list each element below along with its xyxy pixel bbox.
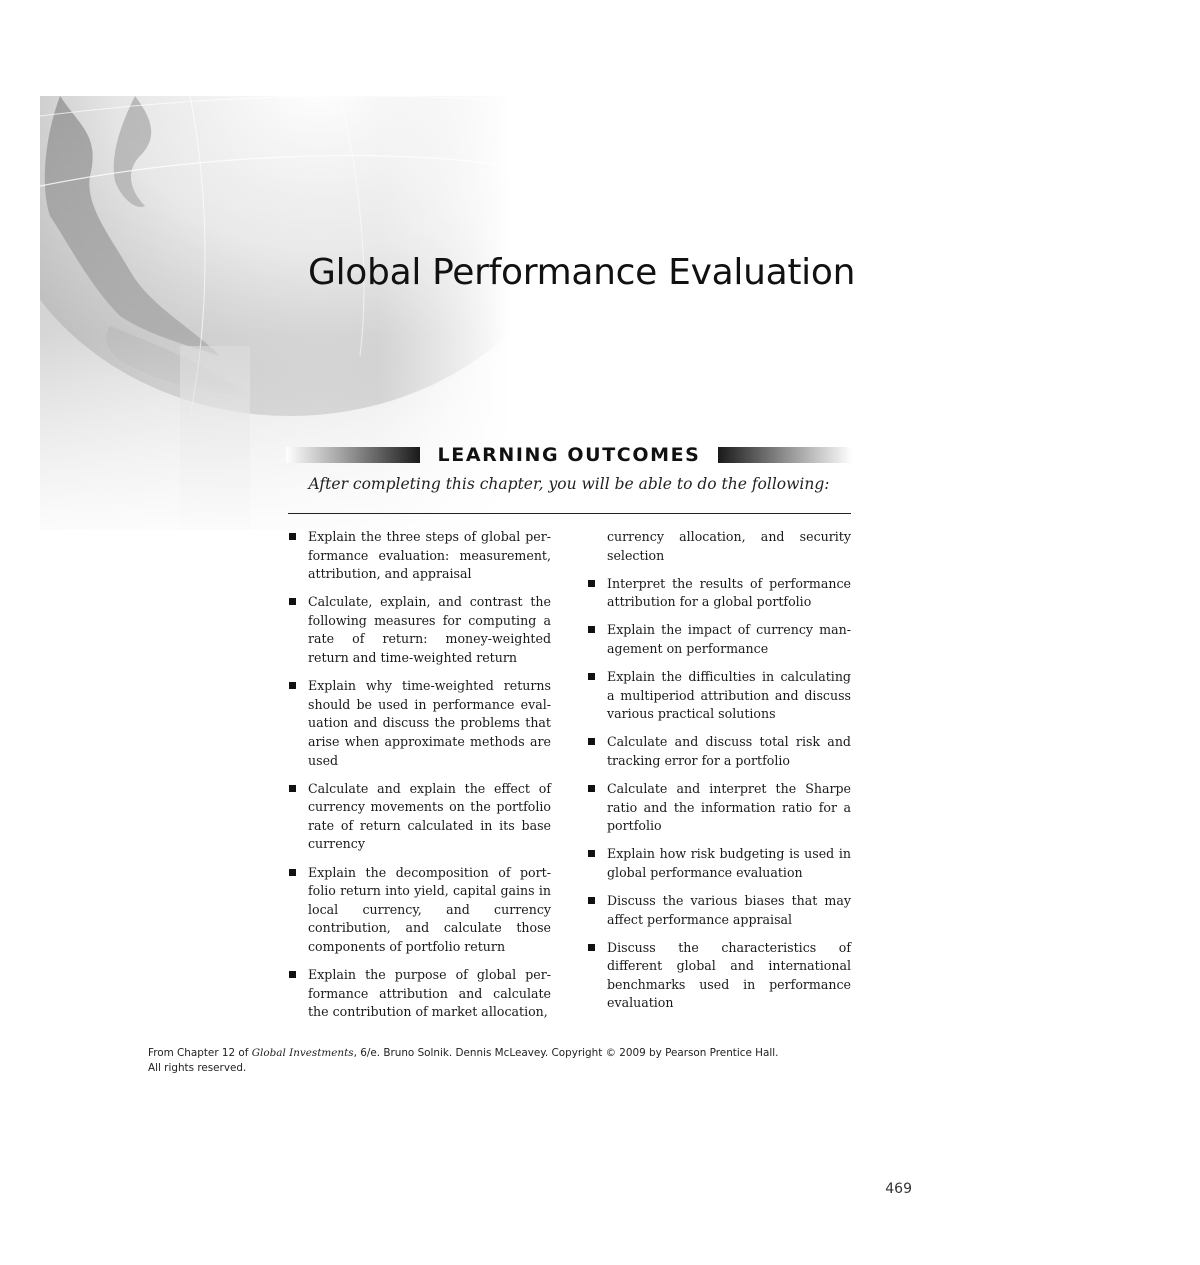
list-item (587, 939, 851, 1013)
list-item-text: Explain why time-weighted returns should be used in performance evaluation and discuss the problems that arise when approximate methods are used (308, 678, 551, 768)
bullet-icon (588, 897, 595, 904)
list-item (288, 528, 551, 584)
list-item (288, 593, 551, 667)
learning-outcomes-intro: After completing this chapter, you will be able to do the following: (308, 475, 830, 493)
copyright-footnote (148, 1046, 848, 1076)
bullet-icon (588, 580, 595, 587)
list-item (587, 575, 851, 612)
bullet-icon (588, 738, 595, 745)
divider (288, 513, 851, 514)
list-item-text: Explain the impact of currency management on performance (607, 622, 851, 656)
list-item-text: Explain the three steps of global performance evaluation: measurement, attribution, and appraisal (308, 529, 551, 582)
bullet-icon (588, 850, 595, 857)
list-item-text: Discuss the characteristics of different global and international benchmarks used in performance evaluation (607, 939, 851, 1011)
footnote-line-2: All rights reserved. (148, 1062, 247, 1074)
learning-outcomes-header (286, 444, 852, 466)
list-item-text: Explain how risk budgeting is used in global performance evaluation (607, 846, 851, 880)
bullet-icon (289, 533, 296, 540)
list-item (288, 780, 551, 854)
list-item-text: Explain the purpose of global performance attribution and calculate the contribution of market allocation, (308, 966, 551, 1020)
list-item (587, 733, 851, 770)
list-item-text: Explain the decomposition of portfolio return into yield, capital gains in local currency, and currency contribution, and calculate those components of portfolio return (308, 864, 551, 954)
bullet-icon (289, 682, 296, 689)
header-bar-left (286, 447, 420, 463)
list-item (587, 845, 851, 882)
list-item-text: Explain the difficulties in calculating a multiperiod attribution and discuss various practical solutions (607, 669, 851, 722)
list-item-text: Calculate, explain, and contrast the following measures for computing a rate of return: money-weighted return and time-weighted return (308, 594, 551, 666)
list-item-text: currency allocation, and security selection (607, 529, 851, 563)
bullet-icon (289, 598, 296, 605)
list-item (288, 966, 551, 1022)
list-item-text: Calculate and explain the effect of currency movements on the portfolio rate of return calculated in its base currency (308, 780, 551, 852)
list-item (288, 677, 551, 770)
list-item (587, 621, 851, 658)
outcomes-right-column (587, 528, 851, 1023)
list-item (288, 864, 551, 957)
list-item (587, 668, 851, 724)
outcomes-left-column (288, 528, 551, 1031)
learning-outcomes-heading: LEARNING OUTCOMES (437, 444, 701, 466)
chapter-title: Global Performance Evaluation (308, 252, 856, 293)
bullet-icon (289, 785, 296, 792)
bullet-icon (289, 869, 296, 876)
list-item-text: Calculate and interpret the Sharpe ratio and the information ratio for a portfolio (607, 781, 851, 834)
footnote-suffix: , 6/e. Bruno Solnik. Dennis McLeavey. Copyright © 2009 by Pearson Prentice Hall. (353, 1047, 779, 1059)
list-item-text: Discuss the various biases that may affect performance appraisal (607, 893, 851, 927)
bullet-icon (588, 673, 595, 680)
book-title: Global Investments (251, 1047, 354, 1059)
bullet-icon (588, 944, 595, 951)
bullet-icon (588, 626, 595, 633)
footnote-prefix: From Chapter 12 of (148, 1047, 252, 1059)
page-number: 469 (885, 1181, 912, 1197)
list-item-continued (587, 528, 851, 565)
list-item (587, 892, 851, 929)
list-item-text: Calculate and discuss total risk and tracking error for a portfolio (607, 734, 851, 768)
footnote-line-1 (148, 1046, 848, 1061)
list-item-text: Interpret the results of performance attribution for a global portfolio (607, 575, 851, 610)
bullet-icon (588, 785, 595, 792)
list-item (587, 780, 851, 836)
header-bar-right (718, 447, 852, 463)
bullet-icon (289, 971, 296, 978)
